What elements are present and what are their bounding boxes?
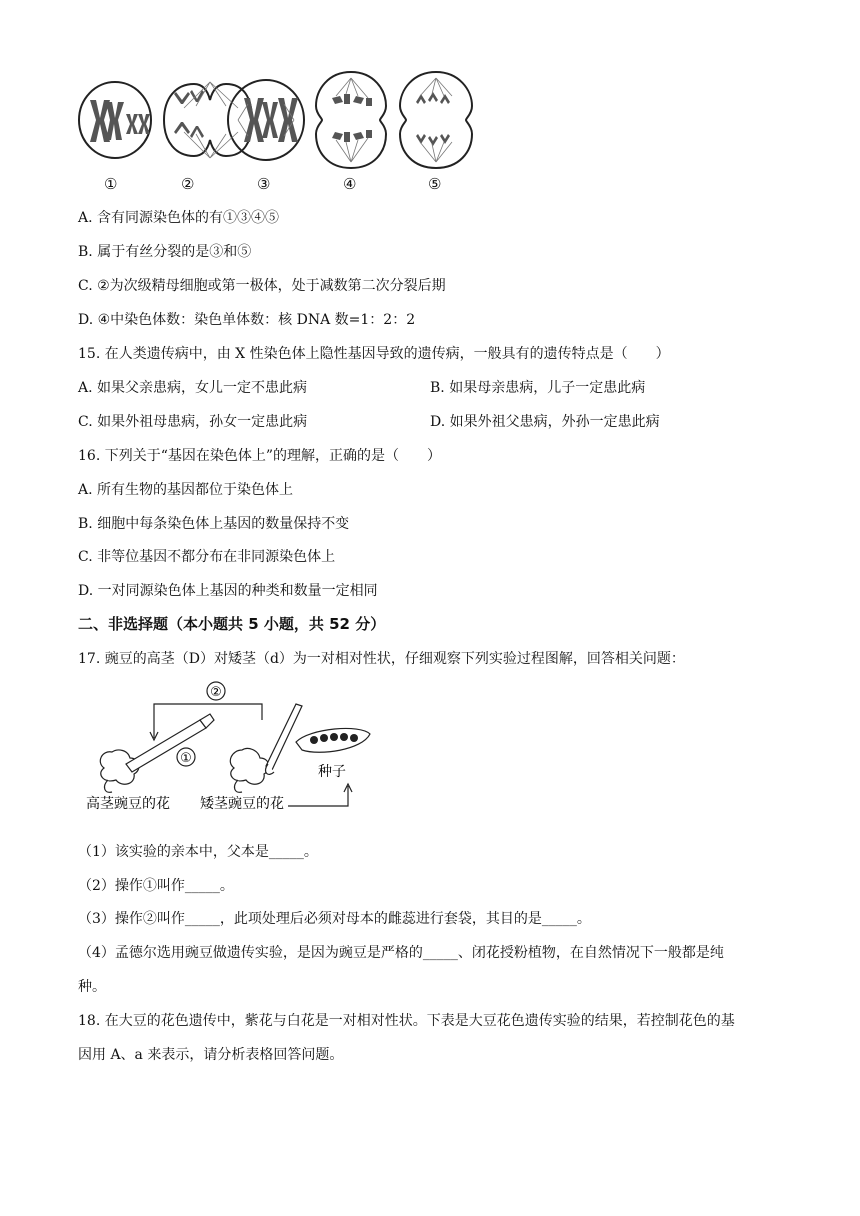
cell-label-5: ⑤ [428,175,442,193]
cell-label-4: ④ [343,175,357,193]
q17-sub-1: （1）该实验的亲本中，父本是_____。 [78,844,318,860]
q16-stem: 16. 下列关于“基因在染色体上”的理解，正确的是（ ） [78,448,442,464]
q17-sub-3: （3）操作②叫作_____，此项处理后必须对母本的雌蕊进行套袋，其目的是_____。 [78,911,591,927]
step-2-label: ② [210,685,222,700]
tall-flower-label: 高茎豌豆的花 [86,796,170,812]
cell-division-figure [76,68,486,172]
section-heading: 二、非选择题（本小题共 5 小题，共 52 分） [78,615,386,633]
q16-option-d: D. 一对同源染色体上基因的种类和数量一定相同 [78,583,378,599]
q15-option-b: B. 如果母亲患病，儿子一定患此病 [430,380,646,396]
cell-label-2: ② [181,175,195,193]
q14-option-b: B. 属于有丝分裂的是③和⑤ [78,244,252,260]
q18-line-1: 18. 在大豆的花色遗传中，紫花与白花是一对相对性状。下表是大豆花色遗传实验的结果，若控制花色的基 [78,1013,735,1029]
pea-pollination-figure [82,680,372,815]
q17-stem: 17. 豌豆的高茎（D）对矮茎（d）为一对相对性状，仔细观察下列实验过程图解，回答相关问题： [78,651,685,667]
q17-sub-4-cont: 种。 [78,979,106,995]
q16-option-a: A. 所有生物的基因都位于染色体上 [78,482,294,498]
q15-stem: 15. 在人类遗传病中，由 X 性染色体上隐性基因导致的遗传病，一般具有的遗传特点是（ ） [78,346,670,362]
q15-option-d: D. 如果外祖父患病，外孙一定患此病 [430,414,660,430]
q14-option-d: D. ④中染色体数：染色单体数：核 DNA 数=1：2：2 [78,312,416,328]
seed-label: 种子 [318,764,346,780]
q15-option-c: C. 如果外祖母患病，孙女一定患此病 [78,414,308,430]
cell-label-1: ① [104,175,118,193]
q17-sub-4: （4）孟德尔选用豌豆做遗传实验，是因为豌豆是严格的_____、闭花授粉植物，在自然情况下一般都是纯 [78,945,724,961]
q16-option-b: B. 细胞中每条染色体上基因的数量保持不变 [78,516,350,532]
q17-sub-2: （2）操作①叫作_____。 [78,878,234,894]
dwarf-flower-label: 矮茎豌豆的花 [200,796,284,812]
q14-option-a: A. 含有同源染色体的有①③④⑤ [78,210,280,226]
step-1-label: ① [180,751,192,766]
q18-line-2: 因用 A、a 来表示，请分析表格回答问题。 [78,1047,344,1063]
q16-option-c: C. 非等位基因不都分布在非同源染色体上 [78,549,336,565]
q14-option-c: C. ②为次级精母细胞或第一极体，处于减数第二次分裂后期 [78,278,446,294]
q15-option-a: A. 如果父亲患病，女儿一定不患此病 [78,380,308,396]
cell-label-3: ③ [257,175,271,193]
